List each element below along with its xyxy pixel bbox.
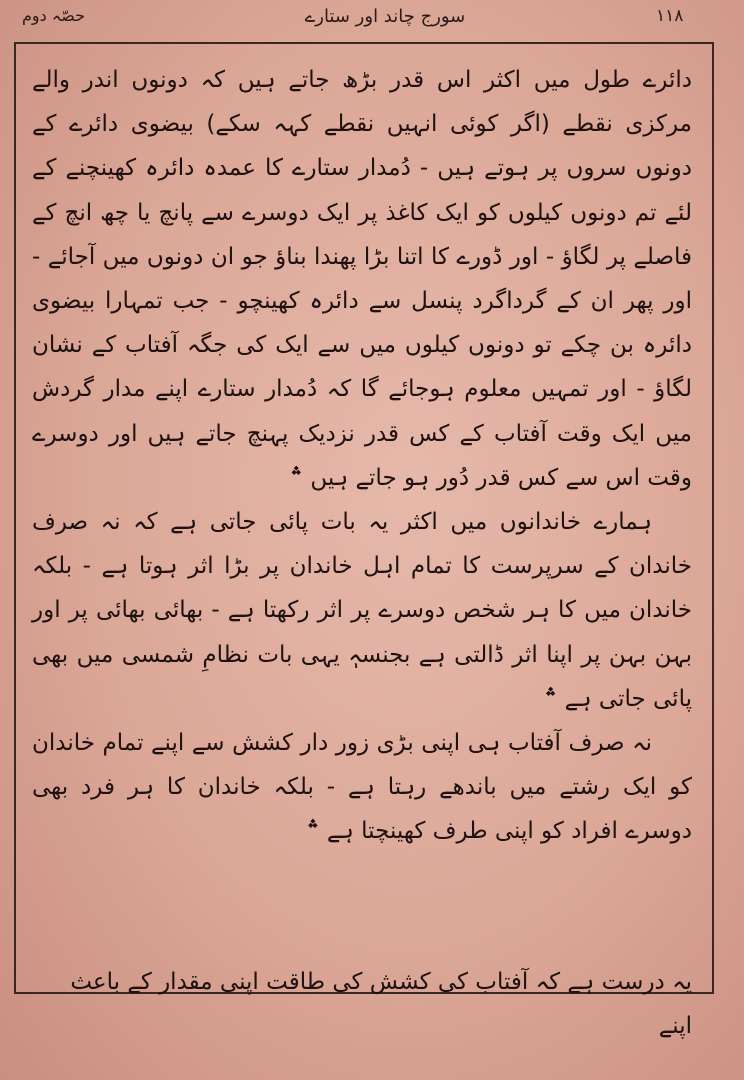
running-header (0, 0, 744, 44)
running-title: سورج چاند اور ستارے (304, 6, 466, 27)
paragraph: دائرے طول میں اکثر اس قدر بڑھ جاتے ہیں کہ دونوں اندر والے مرکزی نقطے (اگر کوئی انہیں نقطے کہہ سکے) بیضوی دائرے کے دونوں سروں پر ہوتے ہیں - دُمدار ستارے کا عمدہ دائرہ کھینچنے کے لئے تم دونوں کیلوں کو ایک کاغذ پر ایک دوسرے سے پانچ یا چھ انچ کے فاصلے پر لگاؤ - اور ڈورے کا اتنا بڑا پھندا بناؤ جو ان دونوں میں آجائے - اور پھر ان کے گرداگرد پنسل سے دائرہ کھینچو - جب تمہارا بیضوی دائرہ بن چکے تو دونوں کیلوں میں سے ایک کی جگہ آفتاب کے نشان لگاؤ - اور تمہیں معلوم ہوجائے گا کہ دُمدار ستارے اپنے مدار گردش میں ایک وقت آفتاب کے کس قدر نزدیک پہنچ جاتے ہیں اور دوسرے وقت اس سے کس قدر دُور ہو جاتے ہیں ؞ (32, 67, 692, 491)
paragraph: نہ صرف آفتاب ہی اپنی بڑی زور دار کشش سے اپنے تمام خاندان کو ایک رشتے میں باندھے رہتا ہے - بلکہ خاندان کا ہر فرد بھی دوسرے افراد کو اپنی طرف کھینچتا ہے ؞ (32, 730, 692, 845)
body-text (32, 58, 692, 854)
page-number: ۱۱۸ (656, 6, 684, 26)
last-line: یہ درست ہے کہ آفتاب کی کشش کی طاقت اپنی مقدار کے باعث اپنے (70, 969, 692, 1039)
part-label: حصّہ دوم (22, 6, 85, 25)
paragraph: ہمارے خاندانوں میں اکثر یہ بات پائی جاتی ہے کہ نہ صرف خاندان کے سرپرست کا تمام اہل خاندان پر بڑا اثر ہوتا ہے - بلکہ خاندان میں کا ہر شخص دوسرے پر اثر رکھتا ہے - بھائی بھائی پر اور بہن بہن پر اپنا اثر ڈالتی ہے بجنسہٖ یہی بات نظامِ شمسی میں بھی پائی جاتی ہے ؞ (32, 509, 692, 712)
